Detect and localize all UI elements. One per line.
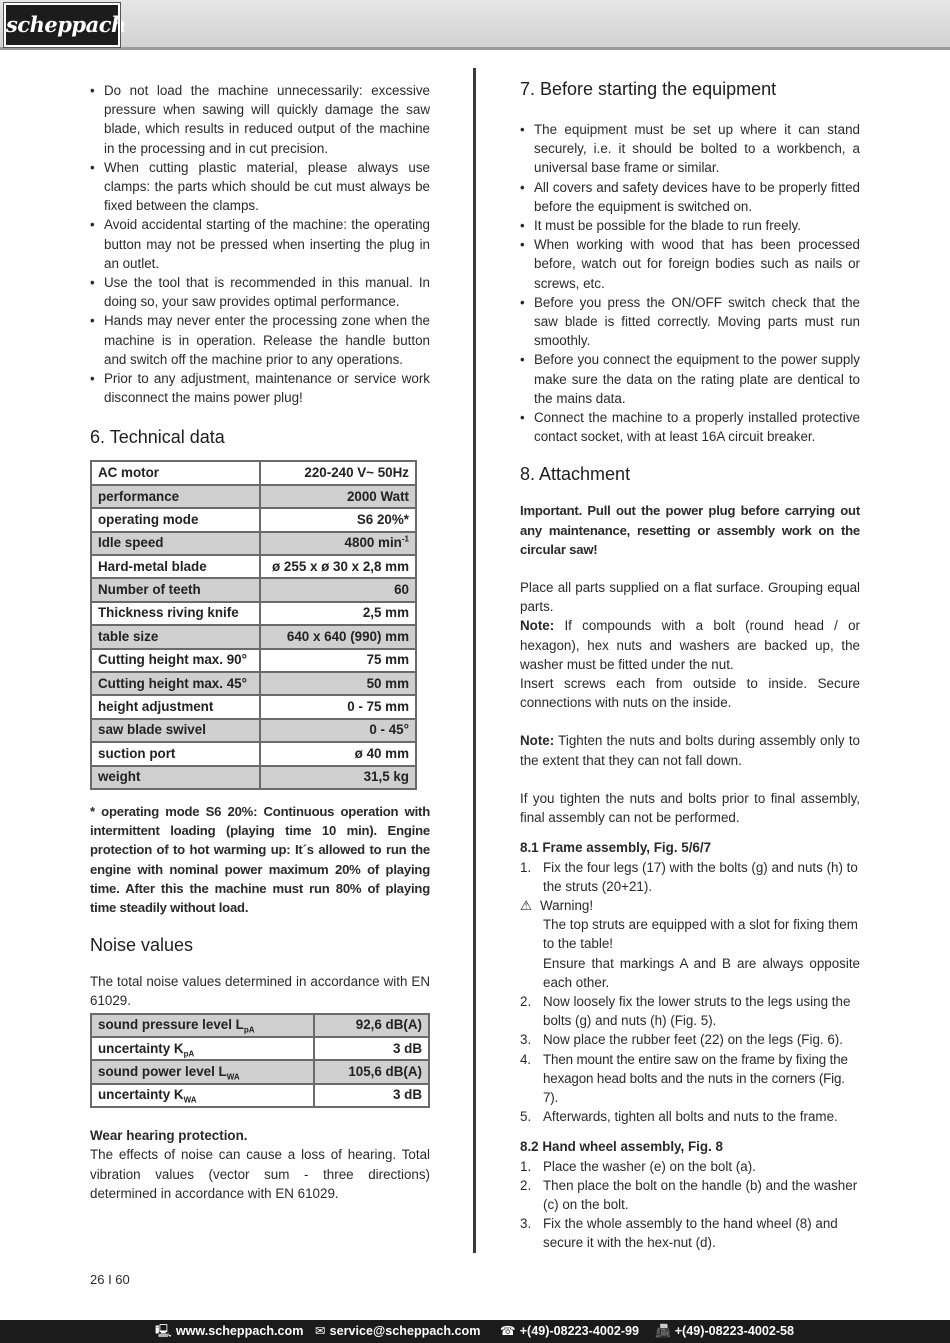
attachment-heading: 8. Attachment	[520, 464, 631, 485]
warning-text: The top struts are equipped with a slot for fixing them to the table!	[543, 917, 858, 952]
list-item: 2. Then place the bolt on the handle (b) and the washer (c) on the bolt.	[520, 1177, 858, 1212]
scheppach-logo: scheppach	[4, 3, 120, 47]
left-column	[90, 81, 430, 1203]
noise-value: 92,6 dB(A)	[314, 1014, 429, 1037]
spec-label: suction port	[91, 742, 260, 765]
hearing-protection-title: Wear hearing protection.	[90, 1128, 248, 1144]
table-row	[91, 1014, 429, 1037]
table-row	[91, 672, 416, 695]
noise-label: sound pressure level $L_{pA}$	[91, 1014, 314, 1037]
list-item: • Hands may never enter the processing zone when the machine is in operation. Release the handle button and switch off the machine prior to any operations.	[90, 311, 430, 369]
list-item: • Use the tool that is recommended in this manual. In doing so, your saw provides optimal performance.	[90, 273, 430, 311]
frame-assembly-steps	[520, 858, 860, 896]
spec-label: operating mode	[91, 508, 260, 531]
list-item: • When working with wood that has been processed before, watch out for foreign bodies such as nails or screws, etc.	[520, 235, 860, 293]
attachment-note-2: Note: Tighten the nuts and bolts during assembly only to the extent that they can not fall down.	[520, 733, 860, 768]
noise-label: uncertainty $K_{WA}$	[91, 1084, 314, 1107]
table-row	[91, 742, 416, 765]
list-item: • Avoid accidental starting of the machine: the operating button may not be pressed when inserting the plug in an outlet.	[90, 215, 430, 273]
spec-value: 640 x 640 (990) mm	[260, 625, 416, 648]
list-item: 1. Fix the four legs (17) with the bolts (g) and nuts (h) to the struts (20+21).	[520, 859, 858, 894]
spec-value: 2,5 mm	[260, 602, 416, 625]
safety-bullet-list	[90, 81, 430, 407]
spec-label: saw blade swivel	[91, 719, 260, 742]
list-item: • All covers and safety devices have to be properly fitted before the equipment is switched on.	[520, 178, 860, 216]
note-label: Note:	[520, 618, 555, 634]
spec-label: table size	[91, 625, 260, 648]
operating-mode-note: * operating mode S6 20%: Continuous operation with intermittent loading (playing time 10 min). Engine protection of to hot warming up: It´s allowed to run the engine with nominal power maximum 20% of playing time. After this the machine must run 80% of playing time steadily without load.	[90, 803, 430, 915]
spec-label: performance	[91, 485, 260, 508]
fax-icon: 📠	[655, 1324, 671, 1338]
table-row	[91, 1084, 429, 1107]
spec-value: ø 255 x ø 30 x 2,8 mm	[260, 555, 416, 578]
list-item: • When cutting plastic material, please always use clamps: the parts which should be cut must always be fixed between the clamps.	[90, 158, 430, 216]
table-row	[91, 1060, 429, 1083]
spec-label: Cutting height max. 45°	[91, 672, 260, 695]
list-item: • Connect the machine to a properly installed protective contact socket, with at least 16A circuit breaker.	[520, 408, 860, 446]
list-item: 3. Fix the whole assembly to the hand wheel (8) and secure it with the hex-nut (d).	[520, 1216, 838, 1251]
table-row	[91, 461, 416, 484]
spec-value: 60	[260, 578, 416, 601]
table-row	[91, 766, 416, 789]
page-footer	[0, 1320, 950, 1343]
spec-value: ø 40 mm	[260, 742, 416, 765]
warning-text: Ensure that markings A and B are always opposite each other.	[543, 955, 860, 990]
spec-value: 4800 $\min^{-1}$	[260, 532, 416, 555]
frame-assembly-heading: 8.1 Frame assembly, Fig. 5/6/7	[520, 840, 712, 856]
list-item: 3. Now place the rubber feet (22) on the legs (Fig. 6).	[520, 1032, 843, 1048]
spec-value: 0 - 75 mm	[260, 695, 416, 718]
table-row	[91, 625, 416, 648]
envelope-icon: ✉	[315, 1324, 326, 1338]
footer-website[interactable]: 🖳 www.scheppach.com	[155, 1324, 304, 1338]
list-item: 4. Then mount the entire saw on the frame by fixing the hexagon head bolts and the nuts in the corners (Fig. 7).	[520, 1051, 848, 1105]
table-row	[91, 508, 416, 531]
table-row	[91, 649, 416, 672]
column-divider	[473, 68, 476, 1253]
phone-icon: ☎	[500, 1324, 516, 1338]
warning-icon: ⚠	[520, 897, 533, 913]
hearing-protection-text: The effects of noise can cause a loss of hearing. Total vibration values (vector sum - three directions) determined in accordance with EN 61029.	[90, 1147, 430, 1201]
list-item: 5. Afterwards, tighten all bolts and nuts to the frame.	[520, 1109, 838, 1125]
list-item: • Do not load the machine unnecessarily: excessive pressure when sawing will quickly damage the saw blade, which results in reduced output of the machine in the processing and in cut precision.	[90, 81, 430, 158]
spec-value: 31,5 kg	[260, 766, 416, 789]
table-row	[91, 719, 416, 742]
before-starting-list	[520, 120, 860, 446]
table-row	[91, 578, 416, 601]
warning-label: Warning!	[540, 897, 594, 913]
spec-value: 220-240 V~ 50Hz	[260, 461, 416, 484]
technical-data-heading: 6. Technical data	[90, 427, 225, 448]
spec-value: S6 20%*	[260, 508, 416, 531]
table-row	[91, 695, 416, 718]
spec-label: height adjustment	[91, 695, 260, 718]
frame-assembly-steps	[520, 992, 860, 1126]
before-starting-heading: 7. Before starting the equipment	[520, 79, 777, 99]
list-item: • Before you press the ON/OFF switch check that the saw blade is fitted correctly. Moving parts must run smoothly.	[520, 293, 860, 351]
note-label: Note:	[520, 733, 555, 749]
spec-value: 2000 Watt	[260, 485, 416, 508]
list-item: 1. Place the washer (e) on the bolt (a).	[520, 1158, 756, 1174]
spec-label: Number of teeth	[91, 578, 260, 601]
attachment-note-1: Note: If compounds with a bolt (round head / or hexagon), hex nuts and washers are backed up, the washer must be fitted under the nut.	[520, 618, 860, 672]
attachment-important-note: Important. Pull out the power plug before carrying out any maintenance, resetting or assembly work on the circular saw!	[520, 503, 860, 557]
spec-label: Hard-metal blade	[91, 555, 260, 578]
hand-wheel-steps	[520, 1157, 860, 1253]
spec-label: Thickness riving knife	[91, 602, 260, 625]
attachment-paragraph: Place all parts supplied on a flat surface. Grouping equal parts.	[520, 580, 860, 615]
spec-value: 50 mm	[260, 672, 416, 695]
footer-email[interactable]: ✉ service@scheppach.com	[315, 1324, 481, 1338]
hand-wheel-heading: 8.2 Hand wheel assembly, Fig. 8	[520, 1139, 723, 1155]
list-item: • Before you connect the equipment to the power supply make sure the data on the rating plate are dentical to the mains data.	[520, 350, 860, 408]
spec-label: Idle speed	[91, 532, 260, 555]
attachment-paragraph: Insert screws each from outside to inside. Secure connections with nuts on the inside.	[520, 676, 860, 711]
computer-icon: 🖳	[155, 1324, 172, 1338]
noise-value: 105,6 dB(A)	[314, 1060, 429, 1083]
spec-label: Cutting height max. 90°	[91, 649, 260, 672]
noise-label: sound power level $L_{WA}$	[91, 1060, 314, 1083]
table-row	[91, 485, 416, 508]
spec-label: AC motor	[91, 461, 260, 484]
list-item: • It must be possible for the blade to run freely.	[520, 216, 860, 235]
attachment-paragraph: If you tighten the nuts and bolts prior to final assembly, final assembly can not be performed.	[520, 790, 860, 826]
table-row	[91, 602, 416, 625]
warning-row	[520, 896, 860, 915]
table-row	[91, 555, 416, 578]
noise-intro: The total noise values determined in accordance with EN 61029.	[90, 974, 430, 1009]
list-item: • The equipment must be set up where it can stand securely, i.e. it should be bolted to a workbench, a universal base frame or similar.	[520, 120, 860, 178]
noise-values-heading: Noise values	[90, 935, 194, 956]
table-row	[91, 532, 416, 555]
footer-fax: 📠 +(49)-08223-4002-58	[655, 1324, 795, 1338]
technical-data-table	[90, 460, 417, 789]
footer-phone: ☎ +(49)-08223-4002-99	[500, 1324, 640, 1338]
list-item: 2. Now loosely fix the lower struts to the legs using the bolts (g) and nuts (h) (Fig. 5).	[520, 993, 851, 1029]
list-item: • Prior to any adjustment, maintenance or service work disconnect the mains power plug!	[90, 369, 430, 407]
spec-value: 75 mm	[260, 649, 416, 672]
spec-value: 0 - 45°	[260, 719, 416, 742]
noise-value: 3 dB	[314, 1037, 429, 1060]
noise-table	[90, 1013, 430, 1109]
noise-label: uncertainty $K_{pA}$	[91, 1037, 314, 1060]
right-column	[520, 77, 860, 1253]
noise-value: 3 dB	[314, 1084, 429, 1107]
page-number: 26 I 60	[90, 1272, 130, 1287]
page-header	[0, 0, 950, 50]
table-row	[91, 1037, 429, 1060]
spec-label: weight	[91, 766, 260, 789]
